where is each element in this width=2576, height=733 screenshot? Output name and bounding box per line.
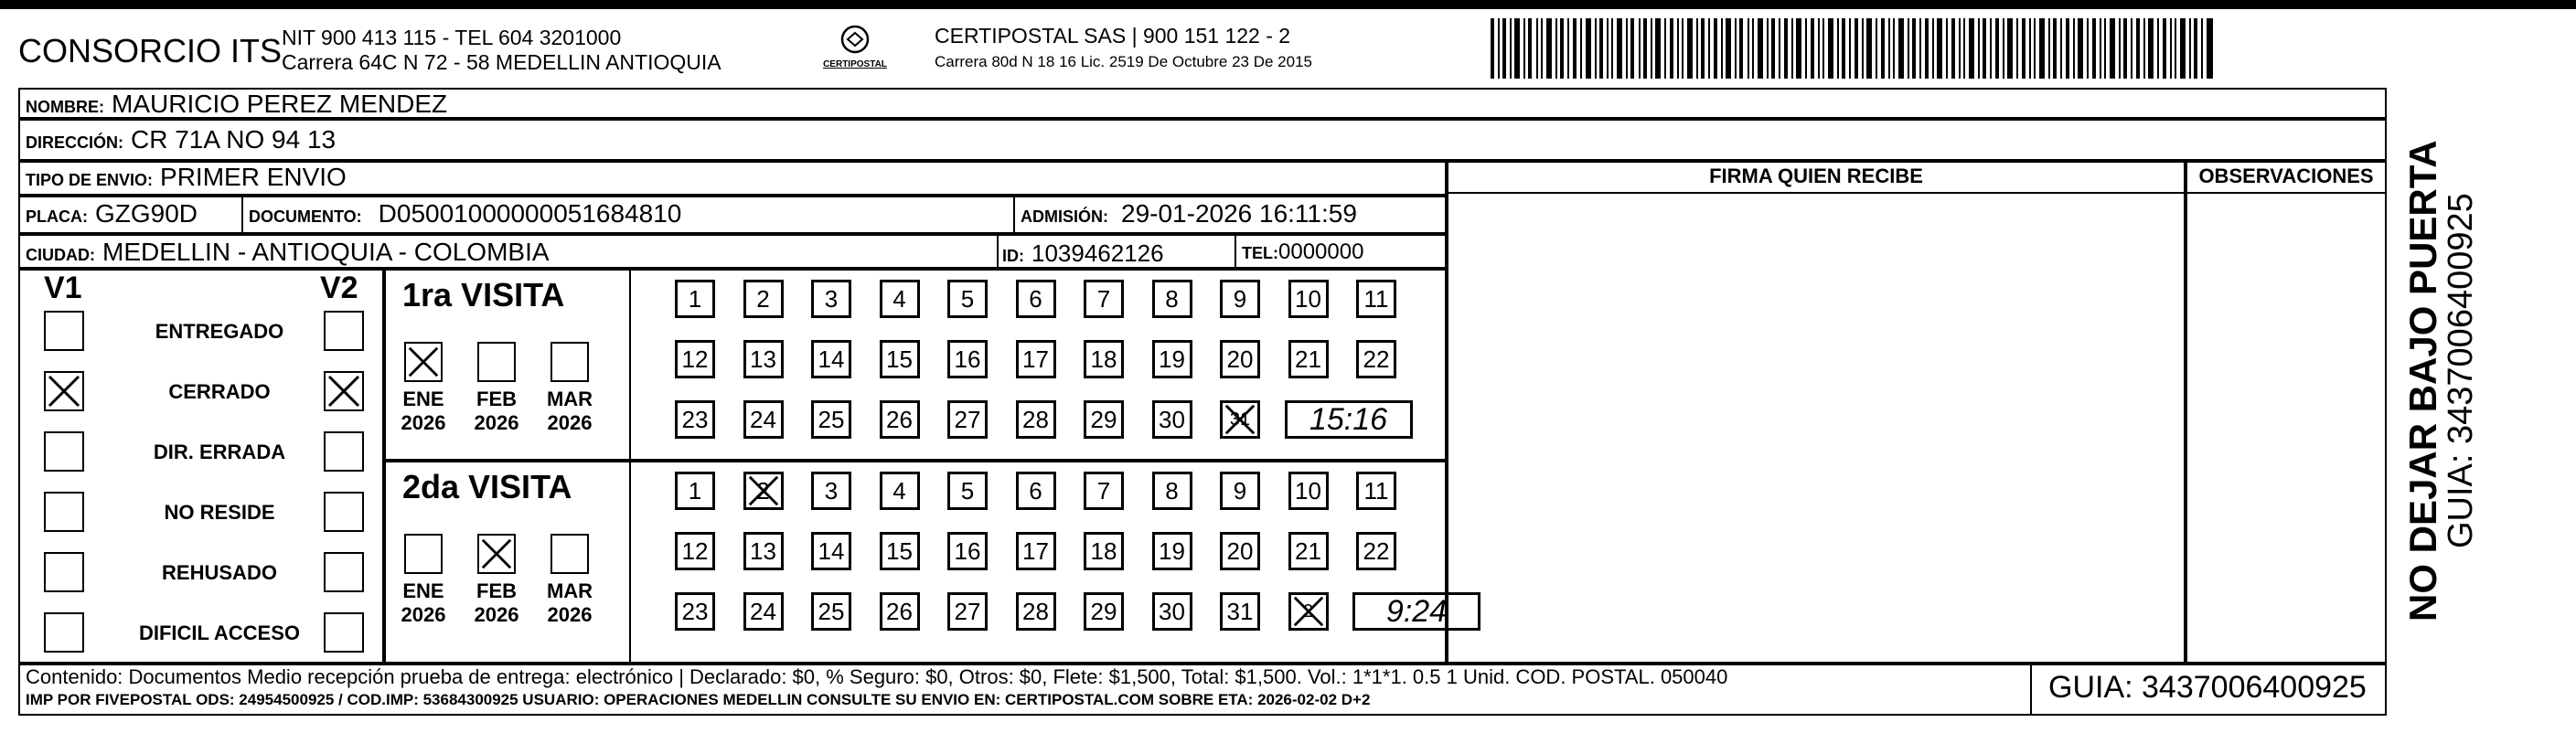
visit1-title: 1ra VISITA [402, 276, 565, 313]
month-label [465, 388, 529, 435]
status-label: DIFICIL ACCESO [138, 621, 300, 644]
row-direccion [18, 119, 2387, 161]
side-warning: NO DEJAR BAJO PUERTA [2401, 140, 2444, 621]
id-field [1002, 239, 1164, 268]
observaciones-header-line [2186, 192, 2387, 194]
day-box[interactable]: 8 [1152, 472, 1192, 510]
admision-divider [1013, 196, 1015, 234]
day-box[interactable]: 1 [675, 472, 715, 510]
day-box[interactable]: 30 [1152, 592, 1192, 631]
day-box[interactable]: 11 [1356, 472, 1396, 510]
placa-field [26, 199, 198, 228]
time-box[interactable]: 15:16 [1285, 400, 1413, 439]
day-box[interactable]: 15 [880, 340, 920, 378]
day-box[interactable]: 31 [1220, 592, 1260, 631]
day-box[interactable]: 21 [1288, 340, 1329, 378]
day-box[interactable]: 6 [1016, 472, 1056, 510]
v2-checkbox[interactable] [324, 311, 364, 351]
v1-checkbox[interactable] [44, 311, 84, 351]
admision-label: ADMISIÓN: [1021, 207, 1108, 226]
time-box[interactable]: 9:24 [1352, 592, 1480, 631]
month-label [465, 579, 529, 627]
month-label [538, 579, 602, 627]
day-box[interactable]: 29 [1084, 400, 1124, 439]
month-label [538, 388, 602, 435]
visit2-title: 2da VISITA [402, 468, 572, 505]
status-label: ENTREGADO [155, 320, 284, 343]
day-box[interactable]: 2 [743, 280, 784, 318]
day-box[interactable]: 5 [947, 472, 988, 510]
day-box[interactable]: 25 [811, 592, 851, 631]
day-box[interactable]: 7 [1084, 280, 1124, 318]
month-name: MAR [546, 579, 593, 602]
day-box[interactable]: 26 [880, 400, 920, 439]
footer-guia: GUIA: 3437006400925 [2048, 670, 2367, 705]
day-box[interactable]: 16 [947, 532, 988, 570]
day-box[interactable]: 7 [1084, 472, 1124, 510]
month-year: 2026 [474, 411, 519, 434]
day-box[interactable]: 18 [1084, 340, 1124, 378]
direccion-field [26, 125, 336, 154]
status-label: NO RESIDE [164, 501, 275, 524]
day-box[interactable]: 20 [1220, 340, 1260, 378]
footer-line2: IMP POR FIVEPOSTAL ODS: 24954500925 / COD.IMP: 53684300925 USUARIO: OPERACIONES MEDELLIN CONSULTE SU ENVIO EN: CERTIPOSTAL.COM SOBRE ETA: 2026-02-02 D+2 [26, 691, 1371, 708]
day-box[interactable]: 16 [947, 340, 988, 378]
month-checkbox[interactable] [477, 534, 516, 574]
tipo-value: PRIMER ENVIO [160, 163, 347, 191]
day-box[interactable]: 10 [1288, 280, 1329, 318]
certipostal-line: CERTIPOSTAL SAS | 900 151 122 - 2 [935, 24, 1291, 48]
admision-value: 29-01-2026 16:11:59 [1121, 199, 1357, 228]
month-label [391, 388, 455, 435]
ciudad-label: CIUDAD: [26, 246, 95, 264]
month-year: 2026 [547, 603, 593, 626]
day-box[interactable]: 17 [1016, 532, 1056, 570]
month-name: ENE [402, 579, 444, 602]
month-year: 2026 [401, 411, 446, 434]
v1-checkbox[interactable] [44, 612, 84, 653]
placa-divider [241, 196, 243, 234]
tipo-label: TIPO DE ENVIO: [26, 171, 154, 189]
day-box[interactable]: 8 [1152, 280, 1192, 318]
day-box[interactable]: 28 [1016, 592, 1056, 631]
placa-label: PLACA: [26, 207, 88, 226]
documento-field [249, 199, 681, 228]
certipostal-info [935, 24, 1312, 72]
day-box[interactable]: 20 [1220, 532, 1260, 570]
tipo-field [26, 163, 347, 192]
day-box[interactable]: 14 [811, 532, 851, 570]
v2-checkbox[interactable] [324, 492, 364, 532]
day-box[interactable]: 15 [880, 532, 920, 570]
id-value: 1039462126 [1031, 239, 1164, 267]
day-box[interactable]: 19 [1152, 532, 1192, 570]
v2-checkbox[interactable] [324, 431, 364, 472]
nombre-label: NOMBRE: [26, 98, 104, 116]
day-box[interactable]: 21 [1288, 532, 1329, 570]
month-checkbox[interactable] [550, 534, 589, 574]
day-box[interactable]: 22 [1356, 340, 1396, 378]
month-name: FEB [476, 579, 517, 602]
v1-checkbox[interactable] [44, 552, 84, 592]
nombre-field [26, 90, 447, 119]
footer-line1: Contenido: Documentos Medio recepción prueba de entrega: electrónico | Declarado: $0, % Seguro: $0, Otros: $0, Flete: $1,500, Total: $1,500. Vol.: 1*1*1. 0.5 1 Unid. COD. POSTAL. 050040 [26, 665, 1728, 688]
v2-checkbox[interactable] [324, 371, 364, 411]
company-name: CONSORCIO ITS [18, 32, 283, 69]
logo-text: CERTIPOSTAL [823, 59, 887, 69]
v2-checkbox[interactable] [324, 612, 364, 653]
v1-checkbox[interactable] [44, 492, 84, 532]
month-name: ENE [402, 388, 444, 410]
tel-label: TEL: [1242, 244, 1278, 262]
v1-label: V1 [44, 271, 82, 305]
day-box-checked[interactable]: 31 [1220, 400, 1260, 439]
day-box[interactable]: 24 [743, 400, 784, 439]
day-box-checked[interactable]: 2 [1288, 592, 1329, 631]
day-box[interactable]: 27 [947, 400, 988, 439]
company-nit: NIT 900 413 115 - TEL 604 3201000 [282, 26, 622, 49]
tel-field [1242, 239, 1363, 265]
footer-divider [2030, 664, 2032, 716]
logo-icon [837, 24, 873, 55]
firma-box [1447, 161, 2186, 664]
month-year: 2026 [401, 603, 446, 626]
day-box[interactable]: 24 [743, 592, 784, 631]
day-box[interactable]: 30 [1152, 400, 1192, 439]
month-name: MAR [546, 388, 593, 410]
day-box[interactable]: 5 [947, 280, 988, 318]
day-box[interactable]: 10 [1288, 472, 1329, 510]
nombre-value: MAURICIO PEREZ MENDEZ [112, 90, 448, 118]
placa-value: GZG90D [95, 199, 198, 228]
company-info [282, 26, 721, 75]
month-checkbox[interactable] [550, 342, 589, 382]
day-box[interactable]: 23 [675, 592, 715, 631]
firma-label: FIRMA QUIEN RECIBE [1709, 165, 1923, 187]
month-checkbox[interactable] [404, 534, 443, 574]
tel-divider [1235, 234, 1236, 269]
day-box[interactable]: 2 [743, 472, 784, 510]
status-label: CERRADO [168, 380, 271, 403]
month-label [391, 579, 455, 627]
v2-label: V2 [320, 271, 358, 305]
barcode [1491, 18, 2213, 79]
observaciones-box [2186, 161, 2387, 664]
day-box[interactable]: 4 [880, 472, 920, 510]
day-box[interactable]: 25 [811, 400, 851, 439]
firma-header-line [1447, 192, 2186, 194]
month-checkbox[interactable] [404, 342, 443, 382]
id-divider [997, 234, 999, 269]
day-box[interactable]: 12 [675, 532, 715, 570]
v1-checkbox[interactable] [44, 371, 84, 411]
day-box[interactable]: 4 [880, 280, 920, 318]
observaciones-label: OBSERVACIONES [2198, 165, 2374, 187]
tel-value: 0000000 [1278, 239, 1364, 264]
status-label: REHUSADO [162, 561, 277, 584]
month-year: 2026 [547, 411, 593, 434]
day-box[interactable]: 9 [1220, 280, 1260, 318]
day-box[interactable]: 27 [947, 592, 988, 631]
certipostal-address: Carrera 80d N 18 16 Lic. 2519 De Octubre 23 De 2015 [935, 53, 1312, 70]
day-box[interactable]: 17 [1016, 340, 1056, 378]
month-name: FEB [476, 388, 517, 410]
month-year: 2026 [474, 603, 519, 626]
day-box[interactable]: 6 [1016, 280, 1056, 318]
status-label: DIR. ERRADA [153, 441, 286, 463]
day-box[interactable]: 29 [1084, 592, 1124, 631]
company-address: Carrera 64C N 72 - 58 MEDELLIN ANTIOQUIA [282, 50, 721, 74]
v2-checkbox[interactable] [324, 552, 364, 592]
day-box[interactable]: 19 [1152, 340, 1192, 378]
direccion-label: DIRECCIÓN: [26, 133, 123, 152]
day-box[interactable]: 3 [811, 280, 851, 318]
day-box[interactable]: 1 [675, 280, 715, 318]
side-guia: GUIA: 3437006400925 [2442, 193, 2480, 548]
ciudad-value: MEDELLIN - ANTIOQUIA - COLOMBIA [102, 238, 550, 266]
month-checkbox[interactable] [477, 342, 516, 382]
day-box[interactable]: 23 [675, 400, 715, 439]
day-box[interactable]: 9 [1220, 472, 1260, 510]
day-box[interactable]: 13 [743, 340, 784, 378]
top-border [0, 0, 2576, 9]
admision-field [1021, 199, 1357, 228]
v1-checkbox[interactable] [44, 431, 84, 472]
day-box[interactable]: 13 [743, 532, 784, 570]
day-box[interactable]: 18 [1084, 532, 1124, 570]
documento-label: DOCUMENTO: [249, 207, 362, 226]
day-box[interactable]: 28 [1016, 400, 1056, 439]
documento-value: D05001000000051684810 [378, 199, 682, 228]
day-box[interactable]: 26 [880, 592, 920, 631]
day-box[interactable]: 12 [675, 340, 715, 378]
day-box[interactable]: 11 [1356, 280, 1396, 318]
ciudad-field [26, 238, 550, 267]
certipostal-logo [814, 24, 896, 69]
id-label: ID: [1002, 247, 1024, 265]
day-box[interactable]: 3 [811, 472, 851, 510]
day-box[interactable]: 14 [811, 340, 851, 378]
day-box[interactable]: 22 [1356, 532, 1396, 570]
direccion-value: CR 71A NO 94 13 [131, 125, 337, 154]
